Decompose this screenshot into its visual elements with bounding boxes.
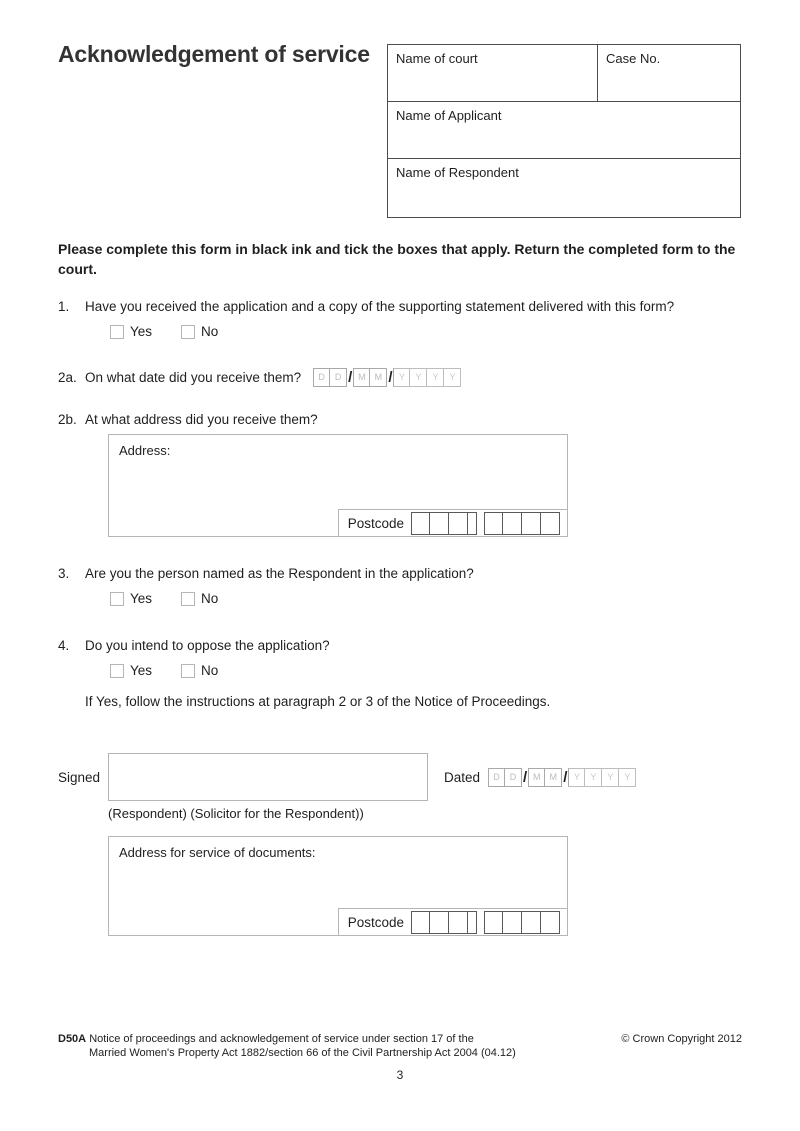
q3-yes-checkbox[interactable] xyxy=(110,592,124,606)
case-no-label: Case No. xyxy=(606,51,661,66)
dated-month-cell-1[interactable]: M xyxy=(528,768,545,787)
q2a-year-cell-3[interactable]: Y xyxy=(427,368,444,387)
address-label: Address: xyxy=(119,443,171,458)
receive-address-box[interactable] xyxy=(108,434,568,537)
q1-no-option[interactable] xyxy=(181,324,218,339)
dated-month-group xyxy=(528,768,562,787)
question-2a-number: 2a. xyxy=(58,370,77,385)
question-4-note: If Yes, follow the instructions at paragraph 2 or 3 of the Notice of Proceedings. xyxy=(85,694,551,709)
question-4 xyxy=(58,636,741,655)
postcode-cell[interactable] xyxy=(484,911,503,934)
postcode-cell[interactable] xyxy=(468,911,477,934)
question-4-options xyxy=(110,663,741,678)
date-separator: / xyxy=(388,369,393,386)
name-of-respondent-label: Name of Respondent xyxy=(396,165,519,180)
question-2a xyxy=(58,368,741,387)
q2a-day-cell-1[interactable]: D xyxy=(313,368,330,387)
question-1-number: 1. xyxy=(58,299,70,314)
footer-form-reference xyxy=(58,1032,558,1060)
q2a-date-input xyxy=(313,368,461,387)
question-4-number: 4. xyxy=(58,638,70,653)
dated-label: Dated xyxy=(444,769,481,785)
q3-no-label: No xyxy=(201,591,219,606)
q2a-year-group xyxy=(393,368,461,387)
dated-year-cell-2[interactable]: Y xyxy=(585,768,602,787)
q3-no-option[interactable] xyxy=(181,591,218,606)
signature-caption: (Respondent) (Solicitor for the Respondent)) xyxy=(108,806,364,821)
question-3-text: Are you the person named as the Respondent in the application? xyxy=(85,566,474,581)
footer-description: Notice of proceedings and acknowledgement of service under section 17 of the xyxy=(89,1033,474,1045)
postcode-cell[interactable] xyxy=(449,512,468,535)
q4-no-option[interactable] xyxy=(181,663,218,678)
signature-box[interactable] xyxy=(108,753,428,801)
question-1-options xyxy=(110,324,741,339)
name-of-applicant-label: Name of Applicant xyxy=(396,108,502,123)
q1-no-checkbox[interactable] xyxy=(181,325,195,339)
q2a-day-cell-2[interactable]: D xyxy=(330,368,347,387)
page-title: Acknowledgement of service xyxy=(58,41,370,67)
q4-yes-option[interactable] xyxy=(110,663,152,678)
signed-label: Signed xyxy=(58,769,101,785)
footer-line-1 xyxy=(58,1032,558,1046)
postcode-cell[interactable] xyxy=(430,911,449,934)
question-3-options xyxy=(110,591,741,606)
q1-yes-option[interactable] xyxy=(110,324,152,339)
court-table-row-1 xyxy=(388,45,740,102)
name-of-court-field[interactable] xyxy=(388,45,598,101)
q4-yes-label: Yes xyxy=(130,663,153,678)
question-3-number: 3. xyxy=(58,566,70,581)
postcode-cell[interactable] xyxy=(449,911,468,934)
header xyxy=(58,0,741,217)
footer xyxy=(58,1032,742,1060)
q4-no-label: No xyxy=(201,663,219,678)
q3-yes-option[interactable] xyxy=(110,591,152,606)
dated-year-cell-3[interactable]: Y xyxy=(602,768,619,787)
service-address-box[interactable] xyxy=(108,836,568,936)
q2a-day-group xyxy=(313,368,347,387)
service-postcode-inward-group xyxy=(484,911,560,934)
postcode-cell[interactable] xyxy=(411,512,430,535)
service-address-label: Address for service of documents: xyxy=(119,845,316,860)
postcode-cell[interactable] xyxy=(541,911,560,934)
q1-yes-checkbox[interactable] xyxy=(110,325,124,339)
service-postcode-label: Postcode xyxy=(347,914,404,930)
q2a-year-cell-1[interactable]: Y xyxy=(393,368,410,387)
postcode-cell[interactable] xyxy=(522,512,541,535)
q2a-month-cell-1[interactable]: M xyxy=(353,368,370,387)
postcode-inward-group xyxy=(484,512,560,535)
name-of-court-label: Name of court xyxy=(396,51,478,66)
postcode-cell[interactable] xyxy=(430,512,449,535)
q2a-year-cell-2[interactable]: Y xyxy=(410,368,427,387)
question-1-text: Have you received the application and a copy of the supporting statement delivered with this form? xyxy=(85,299,675,314)
postcode-outward-group xyxy=(411,512,477,535)
date-separator: / xyxy=(523,768,528,786)
date-separator: / xyxy=(348,369,353,386)
postcode-cell[interactable] xyxy=(468,512,477,535)
service-postcode-band xyxy=(338,908,568,936)
postcode-band xyxy=(338,509,568,537)
footer-line-2: Married Women's Property Act 1882/section 66 of the Civil Partnership Act 2004 (04.12) xyxy=(89,1047,516,1059)
name-of-applicant-field[interactable] xyxy=(388,102,740,159)
question-2b xyxy=(58,410,741,429)
q2a-month-group xyxy=(353,368,387,387)
court-details-table xyxy=(387,44,741,218)
dated-month-cell-2[interactable]: M xyxy=(545,768,562,787)
question-1 xyxy=(58,297,741,316)
dated-year-cell-4[interactable]: Y xyxy=(619,768,636,787)
q4-yes-checkbox[interactable] xyxy=(110,664,124,678)
postcode-cell[interactable] xyxy=(484,512,503,535)
q2a-month-cell-2[interactable]: M xyxy=(370,368,387,387)
case-no-field[interactable] xyxy=(598,45,740,101)
postcode-cell[interactable] xyxy=(522,911,541,934)
question-2a-text: On what date did you receive them? xyxy=(85,370,302,385)
name-of-respondent-field[interactable] xyxy=(388,159,740,217)
question-3 xyxy=(58,564,741,583)
postcode-cell[interactable] xyxy=(503,911,522,934)
question-2b-number: 2b. xyxy=(58,412,77,427)
postcode-label: Postcode xyxy=(347,515,404,531)
q3-yes-label: Yes xyxy=(130,591,153,606)
postcode-cell[interactable] xyxy=(541,512,560,535)
q4-no-checkbox[interactable] xyxy=(181,664,195,678)
page-number: 3 xyxy=(396,1068,404,1082)
question-2b-text: At what address did you receive them? xyxy=(85,412,318,427)
dated-year-cell-1[interactable]: Y xyxy=(568,768,585,787)
q3-no-checkbox[interactable] xyxy=(181,592,195,606)
question-4-text: Do you intend to oppose the application? xyxy=(85,638,330,653)
copyright-notice: © Crown Copyright 2012 xyxy=(621,1033,742,1045)
signature-row xyxy=(58,753,741,801)
dated-day-cell-1[interactable]: D xyxy=(488,768,505,787)
date-separator: / xyxy=(563,768,568,786)
dated-date-input xyxy=(488,768,636,787)
q1-yes-label: Yes xyxy=(130,324,153,339)
instructions-text: Please complete this form in black ink and tick the boxes that apply. Return the completed form to the court. xyxy=(58,241,736,277)
q1-no-label: No xyxy=(201,324,219,339)
dated-year-group xyxy=(568,768,636,787)
dated-day-group xyxy=(488,768,522,787)
postcode-cell[interactable] xyxy=(503,512,522,535)
q2a-year-cell-4[interactable]: Y xyxy=(444,368,461,387)
service-postcode-outward-group xyxy=(411,911,477,934)
dated-day-cell-2[interactable]: D xyxy=(505,768,522,787)
postcode-cell[interactable] xyxy=(411,911,430,934)
form-code: D50A xyxy=(58,1033,87,1045)
